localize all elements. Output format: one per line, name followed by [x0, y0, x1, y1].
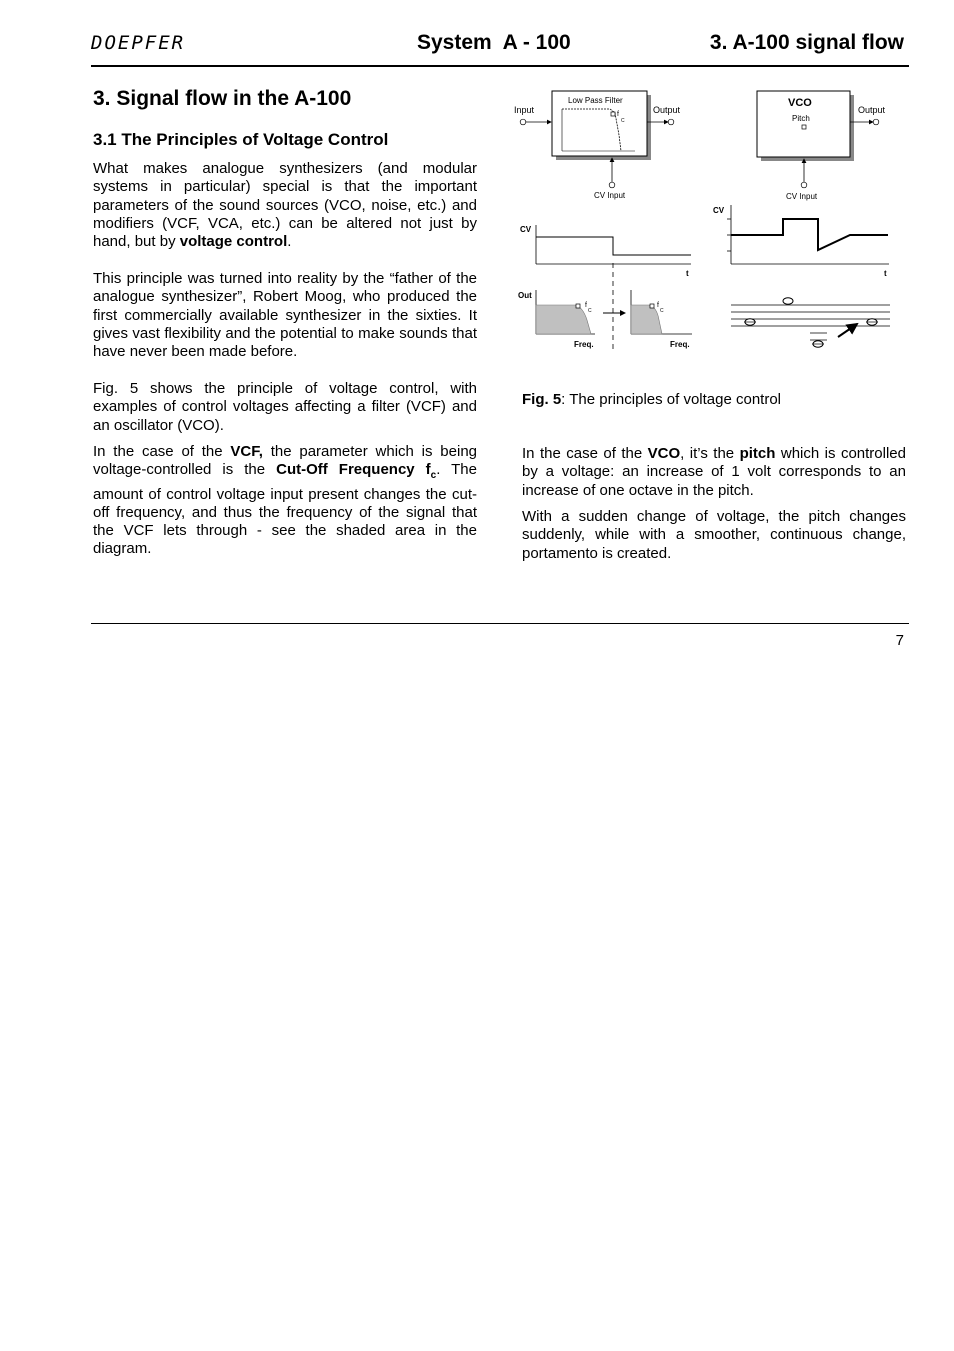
vcf-input-label: Input — [514, 105, 535, 115]
vco-pitch-label: Pitch — [792, 114, 810, 123]
vcf-cv-graph — [520, 225, 691, 278]
section-title: 3. Signal flow in the A-100 — [93, 87, 352, 110]
spectrum2-fc-label: f — [657, 302, 659, 309]
vco-cv-input-label: CV Input — [786, 192, 818, 201]
footer-rule — [91, 623, 909, 624]
paragraph-vco: In the case of the VCO, it’s the pitch which is controlled by a voltage: an increase of 1 volt corresponds to an increase of one octave in the pitch. — [522, 445, 906, 499]
vcf-box-title: Low Pass Filter — [568, 96, 623, 105]
doepfer-logo: DOEPFER — [91, 32, 186, 54]
vco-t-axis-label: t — [884, 269, 887, 278]
vcf-out-axis-label: Out — [518, 291, 532, 300]
figure-voltage-control — [505, 85, 905, 360]
vco-box-title: VCO — [788, 97, 812, 109]
vcf-output-label: Output — [653, 105, 681, 115]
vco-output-label: Output — [858, 105, 886, 115]
spectrum1-fc-label: f — [585, 302, 587, 309]
spectrum1-fc-sub: C — [588, 308, 592, 314]
spectrum2-freq-label: Freq. — [670, 340, 690, 349]
vco-block-diagram — [757, 91, 886, 201]
vco-pitch-staff — [731, 298, 890, 348]
vcf-fc-sub: C — [621, 118, 625, 124]
vcf-t-axis-label: t — [686, 269, 689, 278]
paragraph-fig5: Fig. 5 shows the principle of voltage control, with examples of control voltages affecting a filter (VCF) and an oscillator (VCO). — [93, 380, 477, 434]
paragraph-vcf: In the case of the VCF, the parameter which is being voltage-controlled is the Cut-Off Frequency $f_c$. The amount of control voltage input present changes the cut-off frequency, and thus the frequency of the signal that the VCF lets through - see the shaded area in the diagram. — [93, 443, 478, 558]
paragraph-portamento: With a sudden change of voltage, the pitch changes suddenly, while with a smoother, continuous change, portamento is created. — [522, 508, 906, 562]
vco-cv-axis-label: CV — [713, 206, 725, 215]
spectrum1-freq-label: Freq. — [574, 340, 594, 349]
header-chapter-title: 3. A-100 signal flow — [709, 31, 904, 54]
figure-caption: Fig. 5: The principles of voltage control — [522, 391, 782, 408]
paragraph-moog: This principle was turned into reality by the “father of the analogue synthesizer”, Robert Moog, who produced the first commercially available synthesizer in the sixties. It gives vast flexibility and the potential to make sounds that have never been made before. — [93, 270, 477, 361]
header-system-title: System A - 100 — [417, 31, 571, 54]
vco-cv-graph — [713, 205, 889, 278]
vcf-cv-input-label: CV Input — [594, 191, 626, 200]
spectrum2-fc-sub: C — [660, 308, 664, 314]
vcf-fc-label: f — [617, 111, 619, 118]
vcf-block-diagram — [514, 91, 681, 200]
vcf-output-spectra — [518, 290, 692, 349]
page-number: 7 — [895, 632, 904, 649]
subsection-title: 3.1 The Principles of Voltage Control — [93, 130, 389, 149]
header-rule — [91, 65, 909, 67]
paragraph-intro: What makes analogue synthesizers (and modular systems in particular) special is that the important parameters of the sound sources (VCO, noise, etc.) and modifiers (VCF, VCA, etc.) can be altered not just by hand, but by voltage control. — [93, 160, 477, 251]
vcf-cv-axis-label: CV — [520, 225, 532, 234]
